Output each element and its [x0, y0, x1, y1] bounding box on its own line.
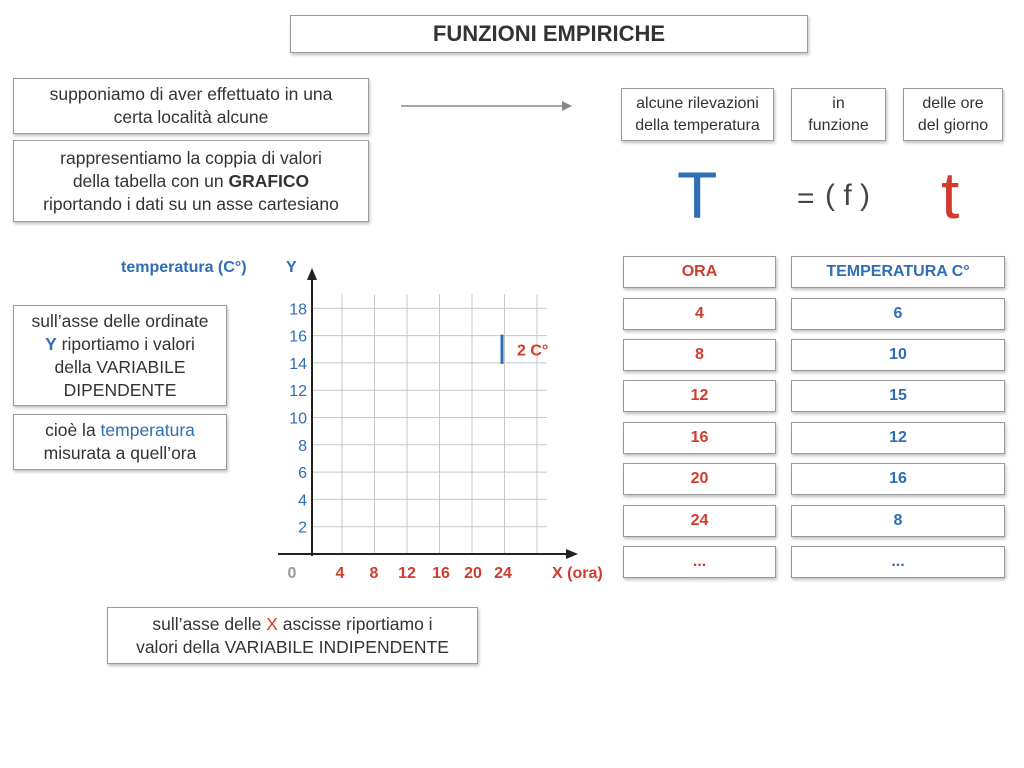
y-tick-label: 6 — [298, 465, 307, 483]
y-note-line-2-text: riportiamo i valori — [56, 333, 195, 354]
formula-function: ( f ) — [825, 179, 870, 212]
y-axis-note-box — [13, 305, 227, 406]
y-tick-label: 18 — [289, 301, 307, 319]
y-tick-label: 4 — [298, 492, 307, 510]
y-tick-label: 8 — [298, 437, 307, 455]
intro-box — [13, 78, 369, 134]
y-note-line-4: DIPENDENTE — [63, 379, 177, 400]
header-box-function — [791, 88, 886, 141]
x-note-post: ascisse riportiamo i — [277, 613, 433, 634]
header-box-temperature-line-2: della temperatura — [635, 116, 760, 134]
table-cell-ora: 8 — [623, 339, 776, 371]
graph-note-line-2-text: della tabella con un — [72, 170, 229, 191]
table-cell-temperatura: ... — [791, 546, 1005, 578]
table-cell-temperatura: 6 — [791, 298, 1005, 330]
temp-note-pre: cioè la — [45, 420, 101, 440]
table-cell-temperatura: 16 — [791, 463, 1005, 495]
page-title: FUNZIONI EMPIRICHE — [290, 15, 808, 53]
y-tick-label: 10 — [289, 410, 307, 428]
x-axis-arrow-icon — [566, 549, 578, 559]
right-arrow-icon — [400, 98, 575, 114]
formula-t: t — [941, 158, 960, 232]
table-header-ora: ORA — [623, 256, 776, 288]
table-cell-temperatura: 10 — [791, 339, 1005, 371]
header-box-temperature-line-1: alcune rilevazioni — [636, 94, 759, 112]
x-note-line-1 — [152, 613, 432, 636]
temperature-highlight: temperatura — [100, 420, 195, 440]
y-tick-label: 2 — [298, 519, 307, 537]
graph-note-line-2 — [73, 170, 309, 193]
x-tick-label: 20 — [464, 565, 482, 582]
y-tick-label: 12 — [289, 383, 307, 401]
x-tick-label: 16 — [432, 565, 450, 582]
x-note-pre: sull’asse delle — [152, 613, 267, 634]
x-axis-title: X (ora) — [552, 565, 603, 582]
intro-line-2: certa località alcune — [113, 107, 269, 127]
x-tick-label: 8 — [369, 565, 379, 582]
y-axis-keyword: Y — [45, 333, 57, 354]
x-tick-label: 4 — [335, 565, 345, 582]
y-axis-title: temperatura (C°) — [121, 259, 247, 276]
origin-label: 0 — [287, 565, 297, 582]
x-tick-label: 12 — [398, 565, 416, 582]
table-cell-temperatura: 8 — [791, 505, 1005, 537]
step-annotation: 2 C° — [517, 342, 549, 360]
graph-keyword: GRAFICO — [228, 170, 310, 191]
x-note-line-2: valori della VARIABILE INDIPENDENTE — [136, 636, 449, 657]
graph-note-line-3: riportando i dati su un asse cartesiano — [43, 193, 339, 214]
table-cell-ora: 24 — [623, 505, 776, 537]
x-axis-note-box — [107, 607, 478, 664]
formula-T: T — [677, 158, 718, 232]
graph-note-box — [13, 140, 369, 222]
y-note-line-3: della VARIABILE — [54, 356, 186, 377]
y-axis-name: Y — [286, 259, 297, 276]
x-axis-keyword: X — [266, 613, 278, 634]
table-cell-ora: 20 — [623, 463, 776, 495]
y-note-line-1: sull’asse delle ordinate — [31, 310, 209, 331]
graph-note-line-1: rappresentiamo la coppia di valori — [60, 147, 322, 168]
header-box-hours-line-2: del giorno — [917, 116, 989, 134]
formula-equals: = — [797, 182, 815, 215]
intro-line-1: supponiamo di aver effettuato in una — [49, 84, 333, 104]
table-cell-ora: 12 — [623, 380, 776, 412]
table-cell-ora: ... — [623, 546, 776, 578]
temperature-note-box — [13, 414, 227, 470]
table-cell-ora: 16 — [623, 422, 776, 454]
y-axis-arrow-icon — [307, 268, 317, 280]
y-tick-label: 16 — [289, 328, 307, 346]
header-box-function-line-1: in — [832, 94, 845, 112]
temp-note-line-1 — [45, 419, 195, 442]
header-box-hours-line-1: delle ore — [922, 94, 984, 112]
temp-note-line-2: misurata a quell’ora — [43, 443, 197, 463]
table-cell-ora: 4 — [623, 298, 776, 330]
x-tick-label: 24 — [494, 565, 512, 582]
y-tick-label: 14 — [289, 355, 307, 373]
header-box-temperature — [621, 88, 774, 141]
header-box-function-line-2: funzione — [808, 116, 869, 134]
table-cell-temperatura: 12 — [791, 422, 1005, 454]
table-header-temperatura: TEMPERATURA C° — [791, 256, 1005, 288]
table-cell-temperatura: 15 — [791, 380, 1005, 412]
header-box-hours — [903, 88, 1003, 141]
y-note-line-2 — [45, 333, 195, 356]
